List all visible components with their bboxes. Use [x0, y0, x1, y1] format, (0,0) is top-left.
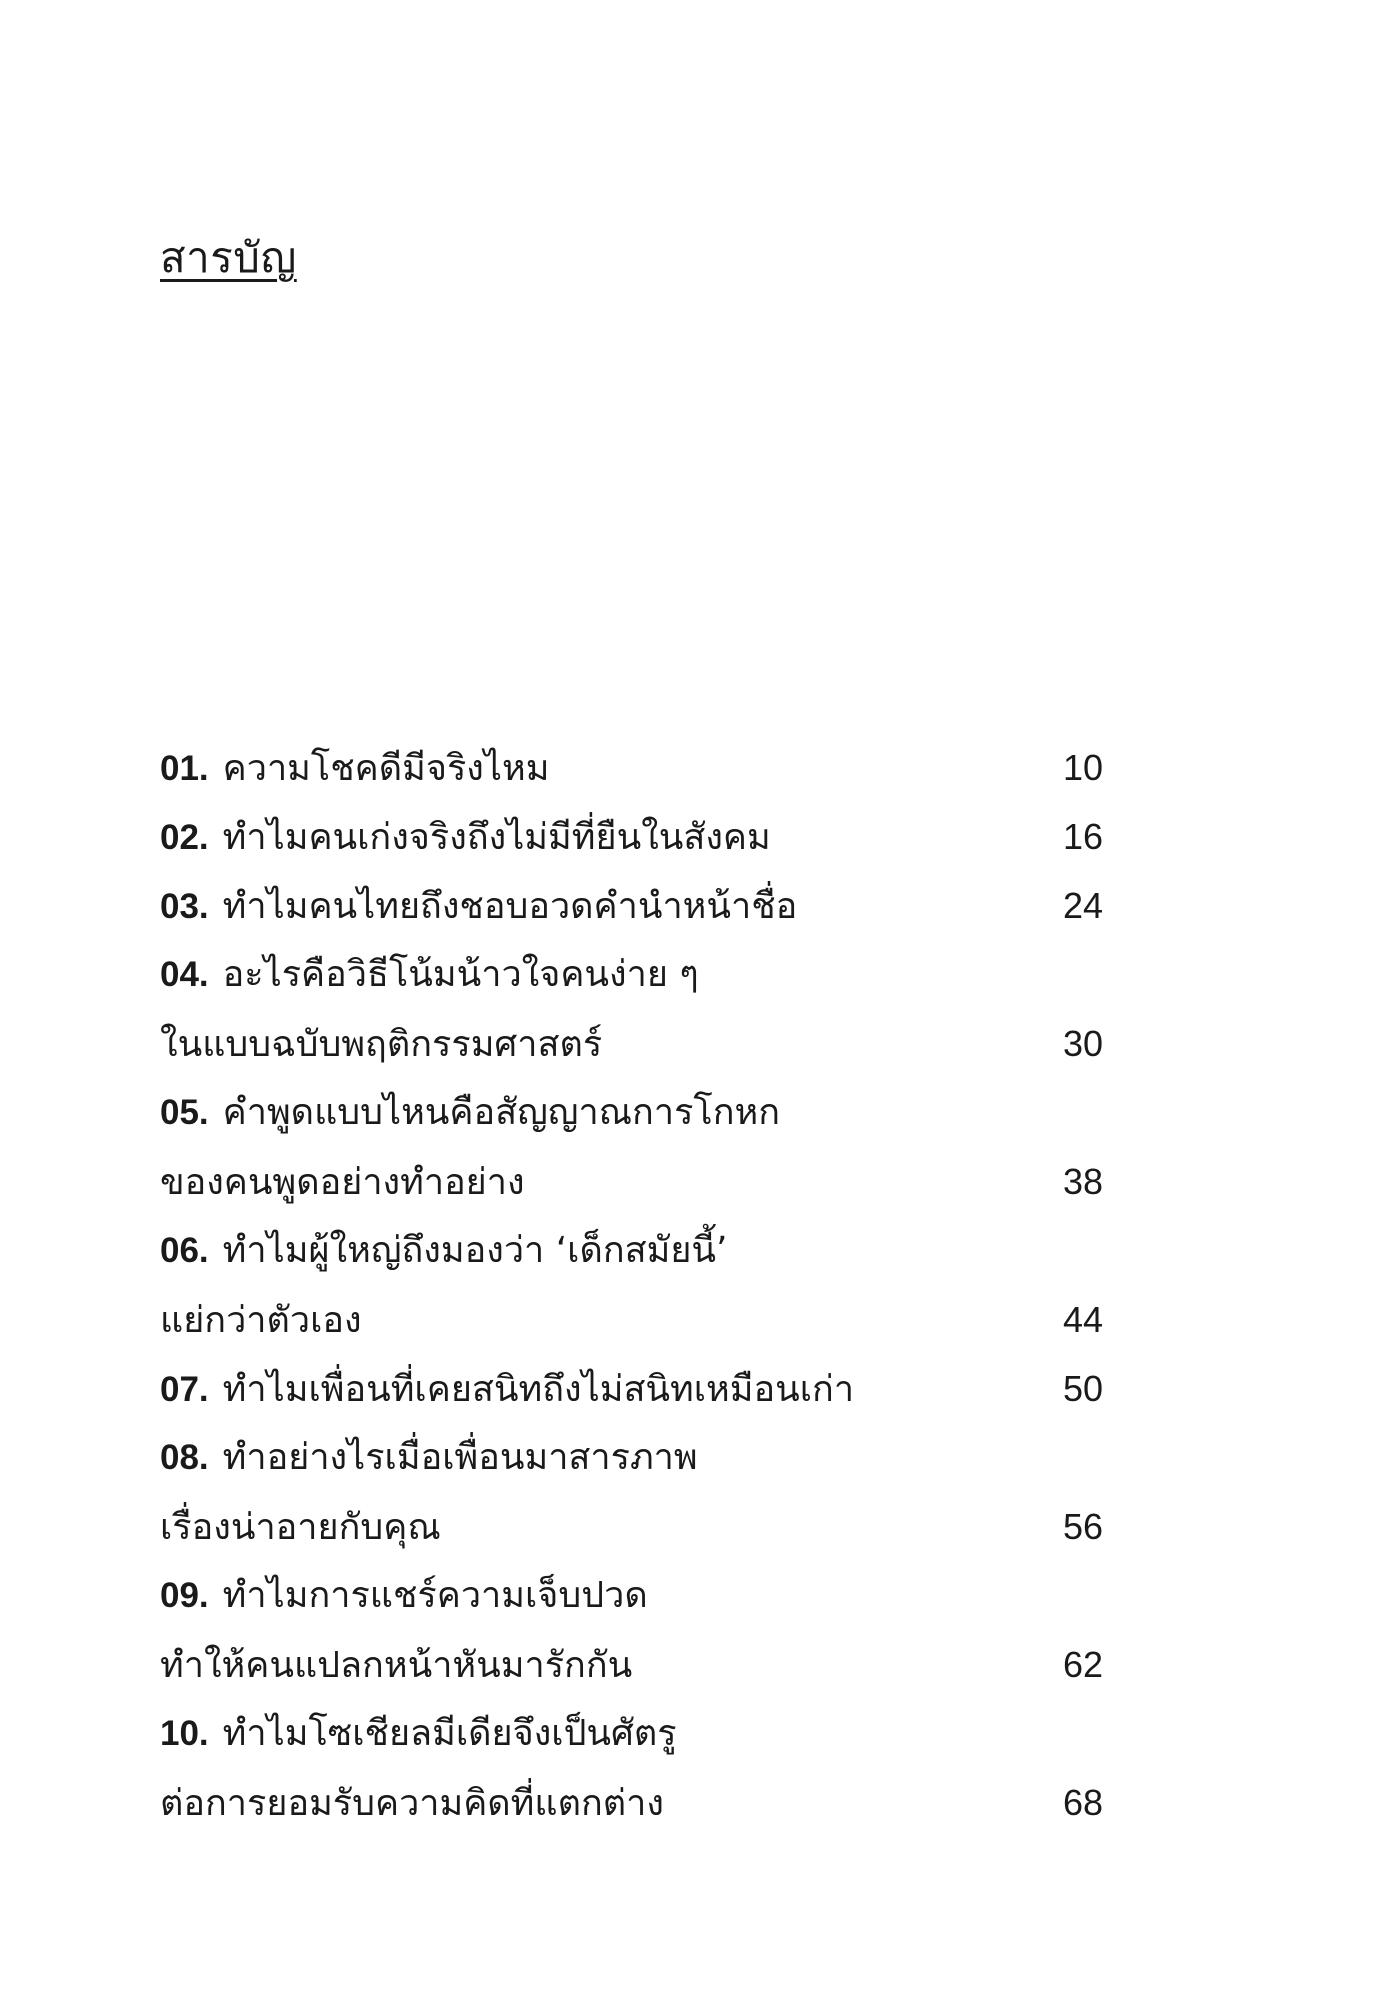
toc-entry [160, 940, 1160, 1078]
chapter-title-continued: เรื่องน่าอายกับคุณ [160, 1507, 441, 1548]
table-of-contents [160, 733, 1160, 1837]
toc-entry [160, 1699, 1160, 1837]
toc-entry-line [160, 1216, 1160, 1285]
chapter-title: ทำไมผู้ใหญ่ถึงมองว่า ‘เด็กสมัยนี้’ [222, 1230, 728, 1271]
chapter-title: ทำไมโซเชียลมีเดียจึงเป็นศัตรู [222, 1713, 677, 1754]
toc-entry [160, 1078, 1160, 1216]
chapter-title-continued: แย่กว่าตัวเอง [160, 1300, 362, 1341]
chapter-title: ทำไมคนเก่งจริงถึงไม่มีที่ยืนในสังคม [222, 817, 771, 858]
chapter-number: 10. [160, 1714, 209, 1753]
toc-entry [160, 871, 1160, 940]
page-number: 10 [1062, 747, 1103, 788]
toc-entry-line [160, 1630, 1160, 1699]
chapter-title-continued: ต่อการยอมรับความคิดที่แตกต่าง [160, 1783, 664, 1824]
page-number: 56 [1062, 1506, 1103, 1547]
chapter-title-continued: ทำให้คนแปลกหน้าหันมารักกัน [160, 1645, 633, 1686]
chapter-title: ทำอย่างไรเมื่อเพื่อนมาสารภาพ [222, 1437, 698, 1478]
chapter-number: 04. [160, 955, 209, 994]
toc-entry-line [160, 802, 1160, 871]
chapter-title: ทำไมคนไทยถึงชอบอวดคำนำหน้าชื่อ [222, 886, 798, 927]
page-number: 24 [1062, 885, 1103, 926]
toc-entry-line [160, 871, 1160, 940]
toc-entry-line [160, 1354, 1160, 1423]
page-number: 62 [1062, 1644, 1103, 1685]
toc-heading: สารบัญ [160, 233, 297, 282]
page-number: 16 [1062, 816, 1103, 857]
chapter-title-continued: ของคนพูดอย่างทำอย่าง [160, 1162, 525, 1203]
toc-entry-line [160, 1768, 1160, 1837]
page-number: 44 [1062, 1299, 1103, 1340]
chapter-number: 01. [160, 749, 209, 788]
page-number: 30 [1062, 1023, 1103, 1064]
chapter-title: ทำไมการแชร์ความเจ็บปวด [222, 1575, 648, 1616]
chapter-title: ทำไมเพื่อนที่เคยสนิทถึงไม่สนิทเหมือนเก่า [222, 1369, 855, 1410]
chapter-title: คำพูดแบบไหนคือสัญญาณการโกหก [222, 1092, 781, 1133]
toc-entry [160, 802, 1160, 871]
chapter-number: 09. [160, 1576, 209, 1615]
chapter-title-continued: ในแบบฉบับพฤติกรรมศาสตร์ [160, 1024, 603, 1065]
chapter-number: 08. [160, 1438, 209, 1477]
page-number: 38 [1062, 1161, 1103, 1202]
chapter-number: 05. [160, 1093, 209, 1132]
chapter-title: ความโชคดีมีจริงไหม [222, 748, 550, 789]
page-number: 68 [1062, 1782, 1103, 1823]
toc-entry-line [160, 1492, 1160, 1561]
page-number: 50 [1062, 1368, 1103, 1409]
toc-entry-line [160, 1423, 1160, 1492]
toc-entry [160, 1561, 1160, 1699]
toc-entry-line [160, 1147, 1160, 1216]
toc-entry-line [160, 1009, 1160, 1078]
toc-entry [160, 1423, 1160, 1561]
toc-entry-line [160, 1078, 1160, 1147]
toc-entry-line [160, 1561, 1160, 1630]
chapter-number: 07. [160, 1370, 209, 1409]
chapter-number: 02. [160, 818, 209, 857]
chapter-number: 06. [160, 1231, 209, 1270]
toc-entry-line [160, 1699, 1160, 1768]
toc-entry [160, 1216, 1160, 1354]
toc-entry [160, 733, 1160, 802]
toc-entry-line [160, 940, 1160, 1009]
toc-entry [160, 1354, 1160, 1423]
chapter-number: 03. [160, 887, 209, 926]
toc-entry-line [160, 1285, 1160, 1354]
chapter-title: อะไรคือวิธีโน้มน้าวใจคนง่าย ๆ [222, 954, 699, 995]
toc-entry-line [160, 733, 1160, 802]
